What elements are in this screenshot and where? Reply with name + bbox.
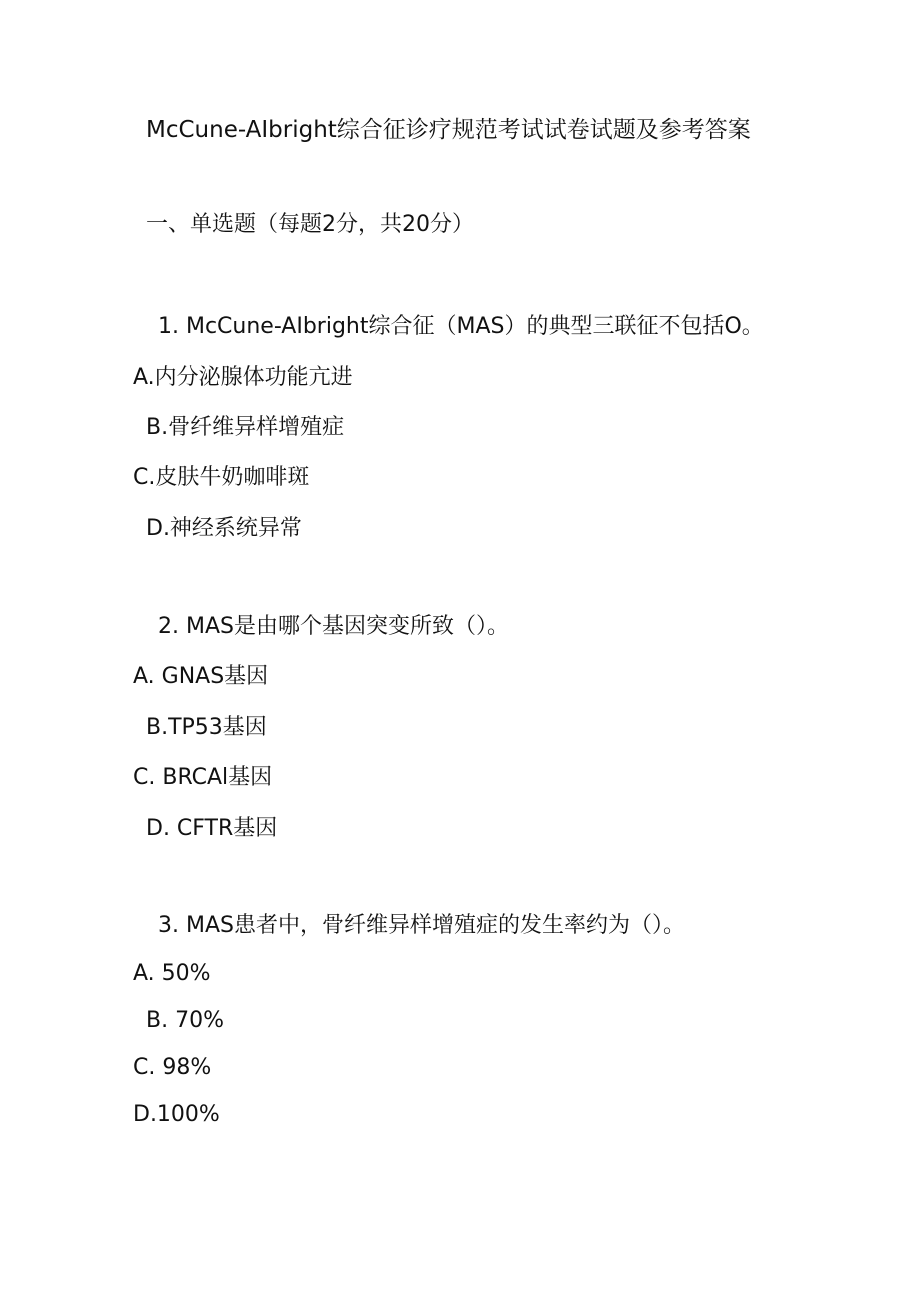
option-c: C. BRCAl基因 (133, 765, 273, 790)
option-c: C. 98% (133, 1055, 212, 1080)
option-a: A. GNAS基因 (133, 664, 269, 689)
option-d: D.100% (133, 1102, 220, 1127)
option-d: D.神经系统异常 (146, 516, 302, 541)
question-stem: 3. MAS患者中，骨纤维异样增殖症的发生率约为（）。 (158, 913, 685, 938)
option-b: B.TP53基因 (146, 715, 267, 740)
question-stem: 2. MAS是由哪个基因突变所致（）。 (158, 614, 509, 639)
option-a: A. 50% (133, 961, 211, 986)
option-c: C.皮肤牛奶咖啡斑 (133, 465, 310, 490)
question-stem: 1. McCune-AIbright综合征（MAS）的典型三联征不包括O。 (158, 314, 764, 339)
option-b: B.骨纤维异样增殖症 (146, 415, 345, 440)
option-b: B. 70% (146, 1008, 224, 1033)
document-title: McCune-AIbright综合征诊疗规范考试试卷试题及参考答案 (146, 117, 751, 143)
section-heading: 一、单选题（每题2分，共20分） (146, 212, 474, 237)
option-a: A.内分泌腺体功能亢进 (133, 365, 353, 390)
option-d: D. CFTR基因 (146, 816, 278, 841)
